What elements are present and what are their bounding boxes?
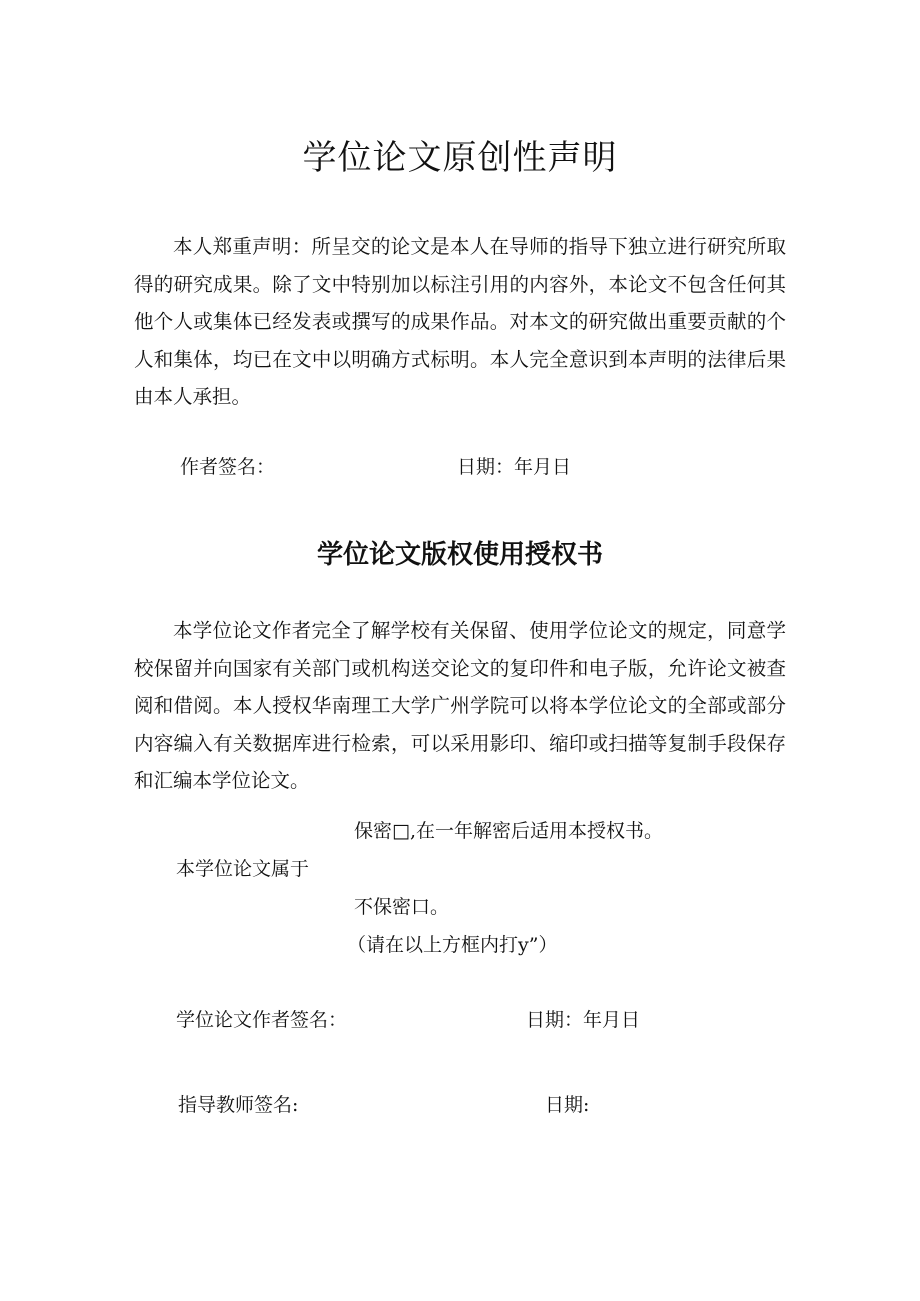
declaration-body: 本人郑重声明：所呈交的论文是本人在导师的指导下独立进行研究所取得的研究成果。除了文中特别加以标注引用的内容外，本论文不包含任何其他个人或集体已经发表或撰写的成果作品。对本文的研究做出重要贡献的个人和集体，均已在文中以明确方式标明。本人完全意识到本声明的法律后果由本人承担。 [134, 235, 786, 408]
thesis-author-signature-label: 学位论文作者签名： [176, 1009, 348, 1031]
authorization-body: 本学位论文作者完全了解学校有关保留、使用学位论文的规定，同意学校保留并向国家有关部门或机构送交论文的复印件和电子版，允许论文被查阅和借阅。本人授权华南理工大学广州学院可以将本学位论文的全部或部分内容编入有关数据库进行检索，可以采用影印、缩印或扫描等复制手段保存和汇编本学位论文。 [134, 619, 786, 792]
declaration-title: 学位论文原创性声明 [302, 138, 618, 178]
option-secret: 保密□,在一年解密后适用本授权书。 [354, 820, 663, 842]
advisor-signature-label: 指导教师签名: [178, 1094, 299, 1116]
belongs-label: 本学位论文属于 [176, 858, 310, 880]
thesis-author-date-label: 日期：年月日 [526, 1009, 641, 1031]
authorization-title: 学位论文版权使用授权书 [316, 540, 603, 570]
author-signature-label: 作者签名： [180, 456, 276, 478]
declaration-date-label: 日期：年月日 [457, 456, 572, 478]
option-not-secret: 不保密口。 [354, 896, 450, 918]
advisor-date-label: 日期: [545, 1094, 590, 1116]
checkbox-instruction: （请在以上方框内打y”） [347, 934, 558, 956]
